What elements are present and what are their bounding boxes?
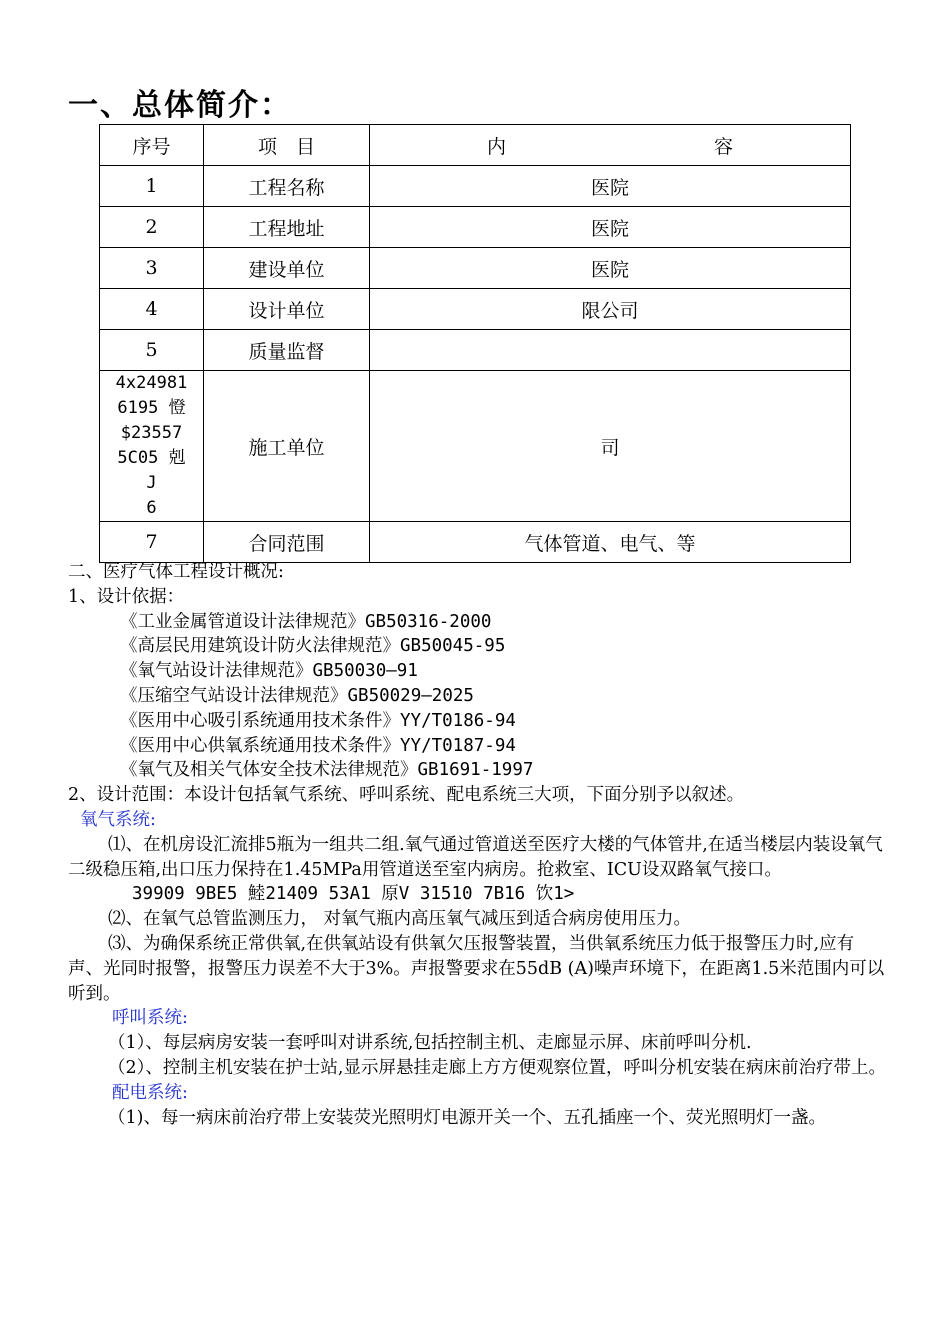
oxygen-system-title: 氧气系统: [80,809,156,830]
table-row [100,330,851,371]
seq-line: 4x24981 [115,373,188,393]
seq-line: 6 [146,498,157,518]
table-row [100,522,851,563]
header-content-right: 容 [713,135,733,158]
basis-title: 1、设计依据： [68,586,185,607]
standard-item: 《氧气及相关气体安全技术法律规范》GB1691-1997 [120,760,534,781]
standard-item: 《氧气站设计法律规范》GB50030—91 [120,661,418,682]
call-paragraph-2: （2）、控制主机安装在护士站,显示屏悬挂走廊上方方便观察位置，呼叫分机安装在病床前治疗带上。 [108,1057,886,1078]
seq-line: $23557 [120,423,183,443]
row-content: 限公司 [370,289,851,330]
row-content: 医院 [370,166,851,207]
standard-item: 《高层民用建筑设计防火法律规范》GB50045-95 [120,636,506,657]
row-item: 建设单位 [204,248,370,289]
power-paragraph-1: （1)、每一病床前治疗带上安装荧光照明灯电源开关一个、五孔插座一个、荧光照明灯一盏。 [108,1107,826,1128]
header-item: 项 目 [204,125,370,166]
table-header-row [100,125,851,166]
row-content [370,330,851,371]
power-system-title: 配电系统: [112,1082,188,1103]
row-item: 质量监督 [204,330,370,371]
header-seq: 序号 [100,125,204,166]
design-overview [68,560,888,1130]
standard-item: 《医用中心供氧系统通用技术条件》YY/T0187-94 [120,735,516,756]
header-content [370,125,851,166]
standard-item: 《工业金属管道设计法律规范》GB50316-2000 [120,611,492,632]
table-row [100,289,851,330]
oxygen-code-line: 39909 9BE5 鯥21409 53A1 原V 31510 7B16 饮1> [132,884,575,905]
row-content: 医院 [370,248,851,289]
row-seq: 1 [100,166,204,207]
table-row [100,371,851,522]
row-seq: 7 [100,522,204,563]
row-item: 工程地址 [204,207,370,248]
oxygen-paragraph-2: ⑵、在氧气总管监测压力， 对氧气瓶内高压氧气减压到适合病房使用压力。 [108,909,692,930]
call-system-title: 呼叫系统: [112,1008,188,1029]
standard-item: 《医用中心吸引系统通用技术条件》YY/T0186-94 [120,710,516,731]
row-content: 医院 [370,207,851,248]
row-seq: 5 [100,330,204,371]
row-seq-garbled [100,371,204,522]
overview-table [99,124,851,563]
row-item: 工程名称 [204,166,370,207]
call-paragraph-1: （1）、每层病房安装一套呼叫对讲系统,包括控制主机、走廊显示屏、床前呼叫分机. [108,1033,752,1054]
row-item: 设计单位 [204,289,370,330]
standard-item: 《压缩空气站设计法律规范》GB50029—2025 [120,685,474,706]
page-heading: 一、总体简介： [68,88,292,123]
row-content: 气体管道、电气、等 [370,522,851,563]
oxygen-paragraph-3: ⑶、为确保系统正常供氧,在供氧站设有供氧欠压报警装置，当供氧系统压力低于报警压力时,应有声、光同时报警，报警压力误差不大于3%。声报警要求在55dB (A)噪声环境下，在距离1.5米范围内可以听到。 [68,933,885,1004]
table-row [100,166,851,207]
oxygen-paragraph-1: ⑴、在机房设汇流排5瓶为一组共二组.氧气通过管道送至医疗大楼的气体管井,在适当楼层内装设氧气二级稳压箱,出口压力保持在1.45MPa用管道送至室内病房。抢救室、ICU设双路氧气接口。 [68,834,883,880]
table-row [100,207,851,248]
table-row [100,248,851,289]
row-seq: 3 [100,248,204,289]
row-content: 司 [370,371,851,522]
seq-line: 6195 憕 [117,398,186,418]
row-seq: 2 [100,207,204,248]
scope-paragraph: 2、设计范围：本设计包括氧气系统、呼叫系统、配电系统三大项，下面分别予以叙述。 [68,785,745,806]
section-title: 二、医疗气体工程设计概况: [68,562,284,582]
header-content-left: 内 [487,135,507,158]
seq-line: J [146,473,157,493]
row-seq: 4 [100,289,204,330]
seq-line: 5C05 剋 [117,448,186,468]
row-item: 施工单位 [204,371,370,522]
row-item: 合同范围 [204,522,370,563]
